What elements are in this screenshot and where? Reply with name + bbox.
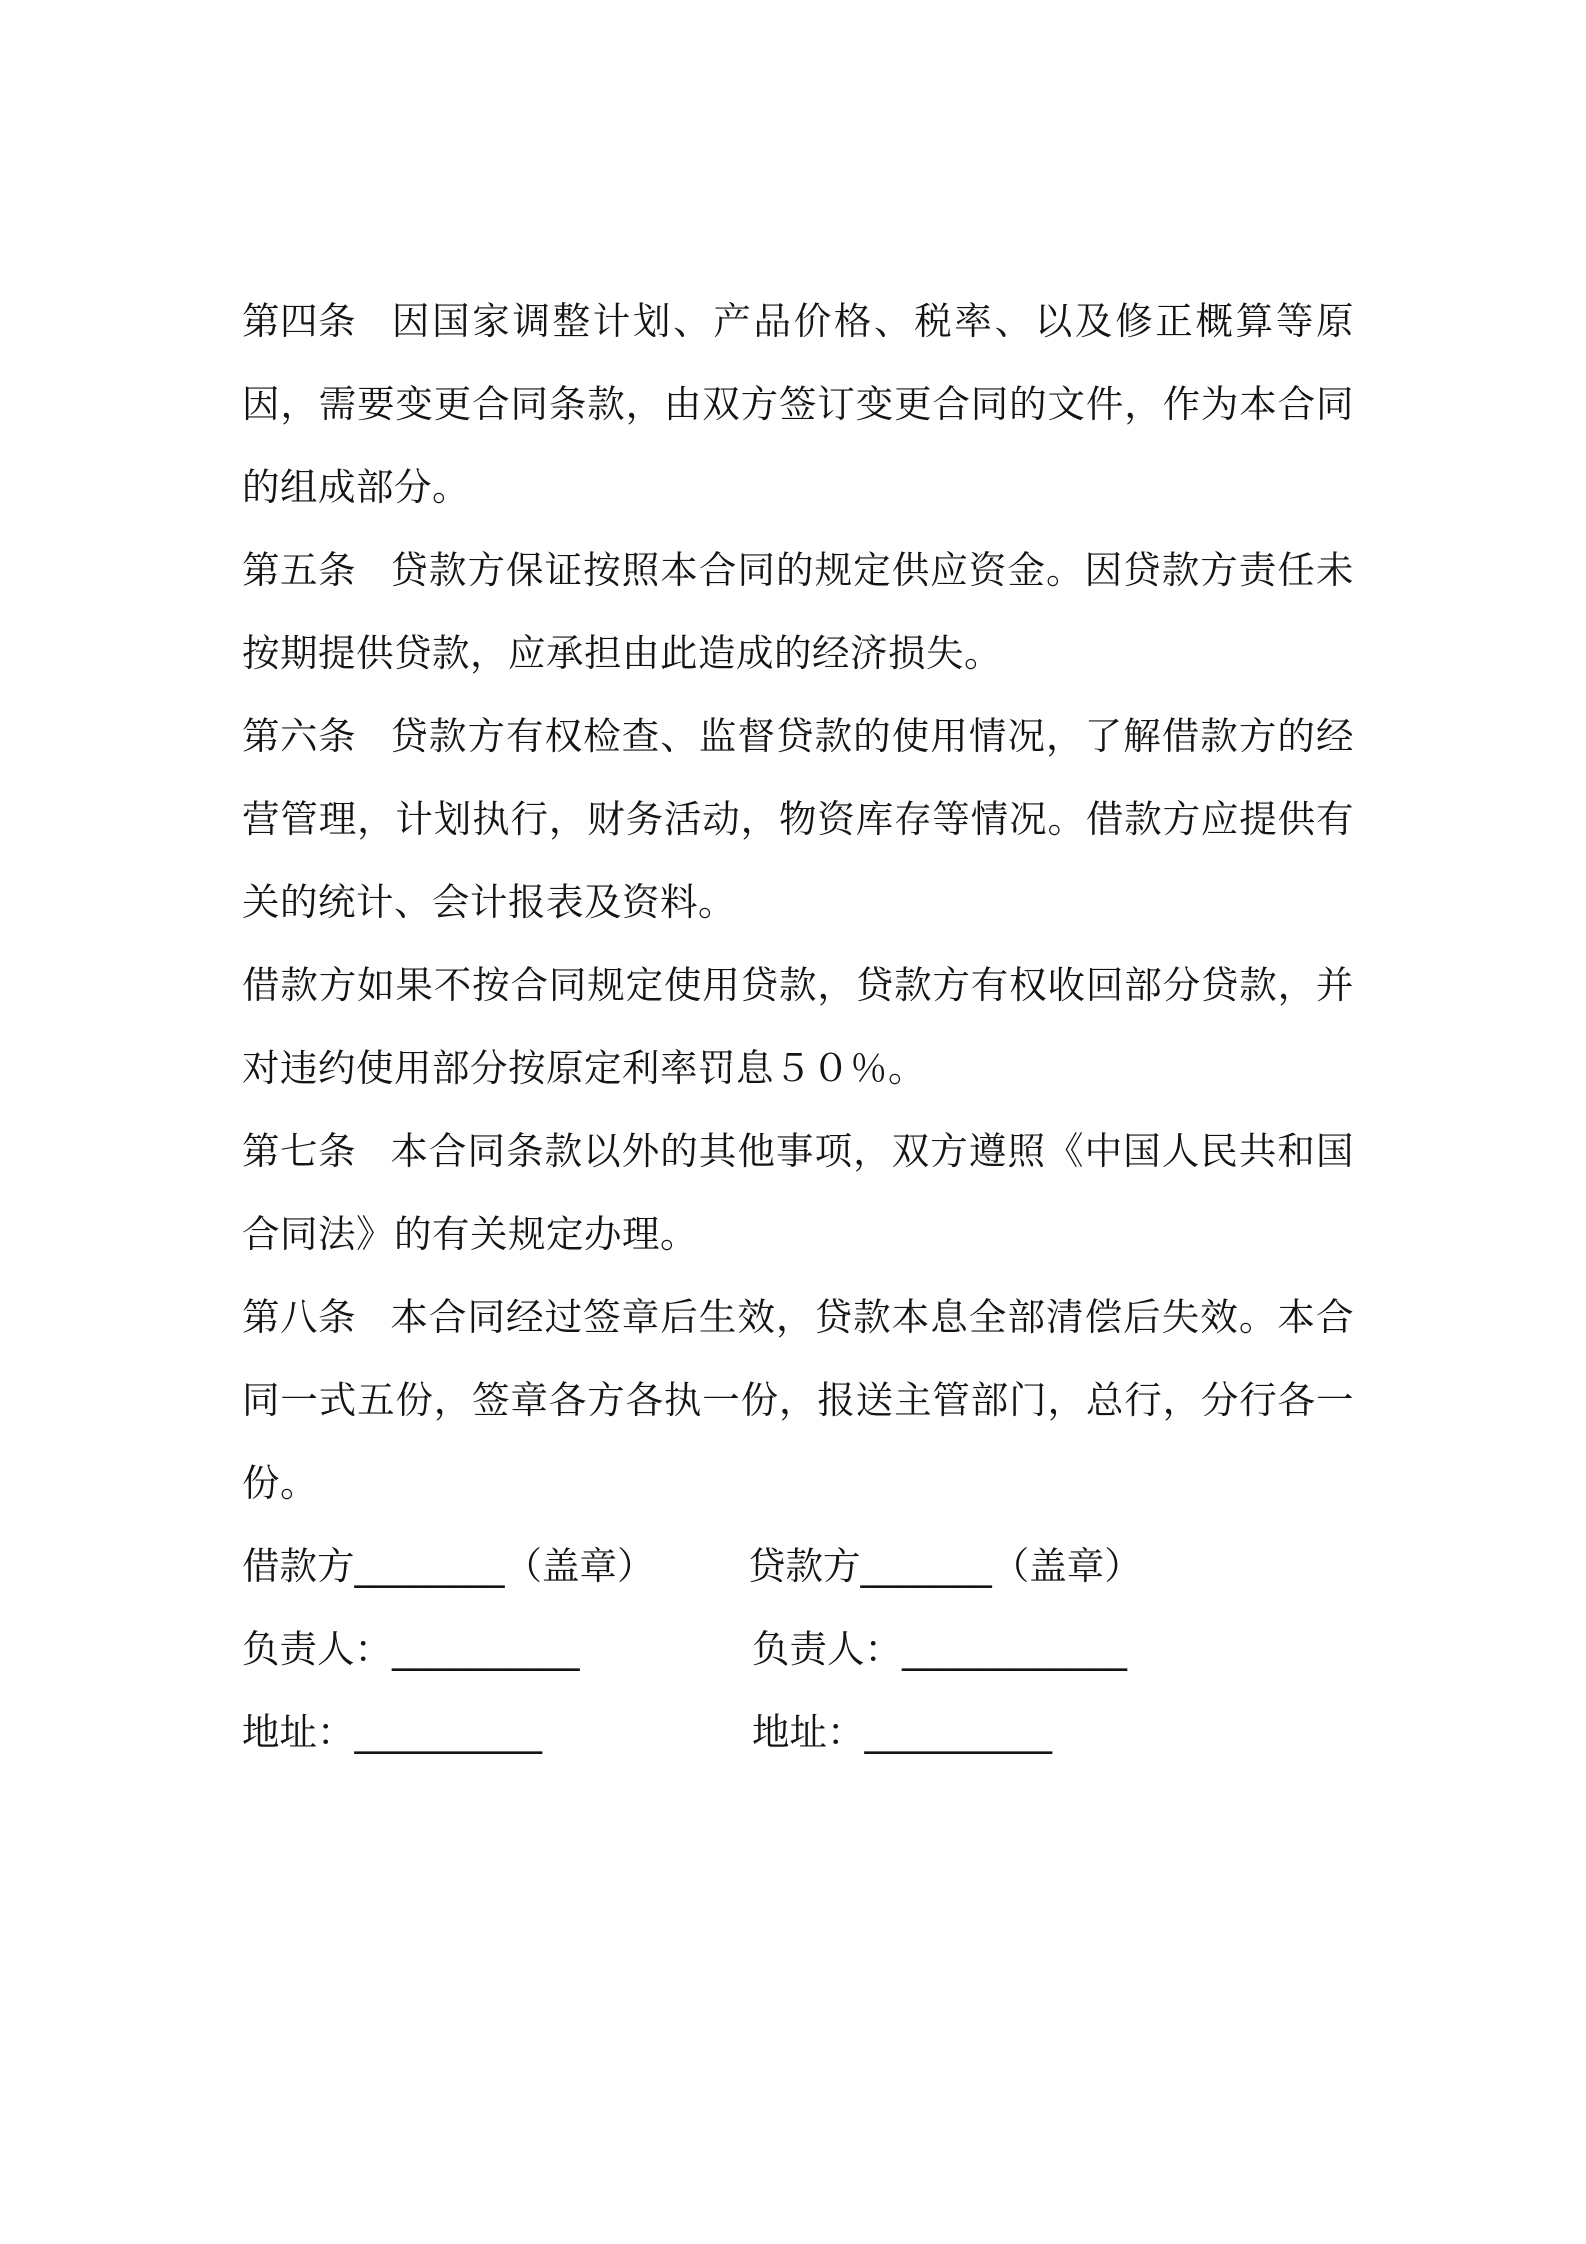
article-number: 第四条 [242, 299, 356, 343]
article-4 [242, 280, 1354, 529]
borrower-person-line: 负责人：__________ [242, 1627, 580, 1671]
article-number: 第七条 [242, 1129, 356, 1173]
lender-address-line: 地址：__________ [752, 1710, 1052, 1754]
lender-person-line: 负责人：____________ [752, 1627, 1127, 1671]
article-number: 第五条 [242, 548, 356, 592]
signature-block [242, 1525, 1354, 1775]
signature-row-address [242, 1691, 1354, 1774]
article-text: 因国家调整计划、产品价格、税率、以及修正概算等原因，需要变更合同条款，由双方签订变更合同的文件，作为本合同的组成部分。 [242, 299, 1354, 509]
contract-body [242, 280, 1354, 1775]
article-7 [242, 1110, 1354, 1276]
article-6 [242, 695, 1354, 944]
signature-row-parties [242, 1525, 1354, 1608]
borrower-seal-line: 借款方________（盖章） [242, 1544, 655, 1588]
article-number: 第八条 [242, 1295, 356, 1339]
borrower-address-line: 地址：__________ [242, 1710, 542, 1754]
article-8 [242, 1276, 1354, 1525]
article-text: 贷款方保证按照本合同的规定供应资金。因贷款方责任未按期提供贷款，应承担由此造成的经济损失。 [242, 548, 1354, 675]
article-number: 第六条 [242, 714, 356, 758]
lender-seal-line: 贷款方_______（盖章） [748, 1544, 1142, 1588]
article-5 [242, 529, 1354, 695]
article-6-penalty-clause [242, 944, 1354, 1110]
article-text: 本合同条款以外的其他事项，双方遵照《中国人民共和国合同法》的有关规定办理。 [242, 1129, 1354, 1256]
clause-text: 借款方如果不按合同规定使用贷款，贷款方有权收回部分贷款，并对违约使用部分按原定利率罚息５０％。 [242, 963, 1354, 1090]
signature-row-person [242, 1608, 1354, 1691]
article-text: 本合同经过签章后生效，贷款本息全部清偿后失效。本合同一式五份，签章各方各执一份，报送主管部门，总行，分行各一份。 [242, 1295, 1354, 1505]
article-text: 贷款方有权检查、监督贷款的使用情况，了解借款方的经营管理，计划执行，财务活动，物资库存等情况。借款方应提供有关的统计、会计报表及资料。 [242, 714, 1354, 924]
